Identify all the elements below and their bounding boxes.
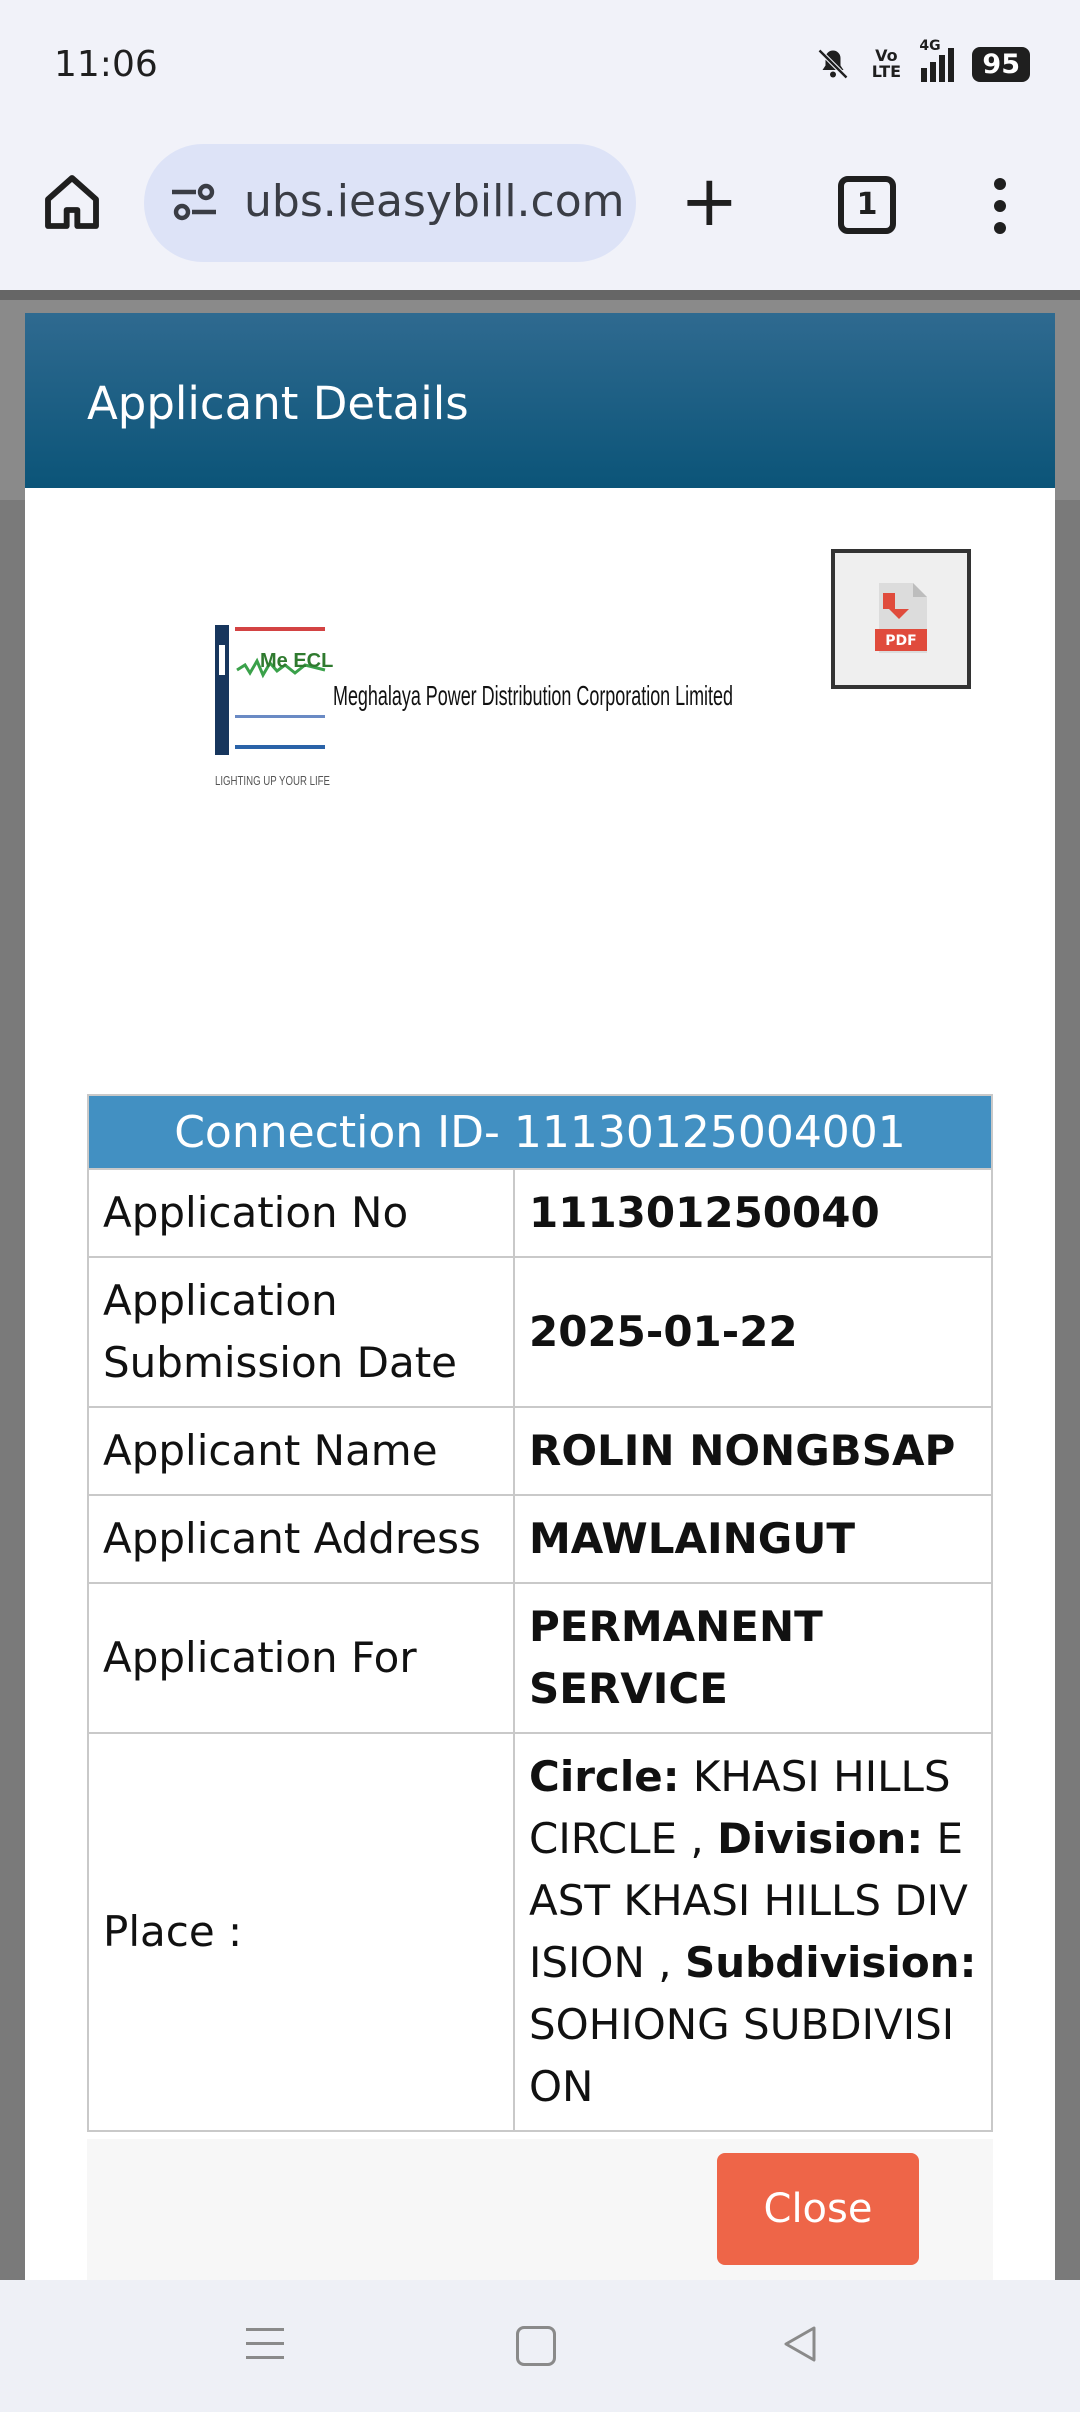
network-type: 4G	[919, 38, 941, 54]
applicant-details-modal	[25, 313, 1055, 2412]
circle-key: Circle:	[529, 1752, 680, 1801]
more-menu-icon[interactable]	[990, 178, 1010, 244]
table-row	[88, 1169, 992, 1257]
applicant-name-label: Applicant Name	[88, 1407, 514, 1495]
status-time: 11:06	[54, 44, 158, 85]
browser-toolbar	[0, 140, 1080, 290]
system-nav-bar	[0, 2280, 1080, 2412]
submission-date-value: 2025-01-22	[514, 1257, 992, 1407]
status-bar	[0, 0, 1080, 140]
connection-id-header: Connection ID- 11130125004001	[88, 1095, 992, 1169]
nav-home-icon[interactable]	[516, 2326, 556, 2366]
table-row	[88, 1257, 992, 1407]
site-settings-icon[interactable]	[168, 182, 220, 222]
page-divider	[0, 290, 1080, 300]
applicant-name-value: ROLIN NONGBSAP	[514, 1407, 992, 1495]
battery-icon: 95	[972, 47, 1030, 82]
place-label: Place :	[88, 1733, 514, 2131]
mute-icon	[815, 46, 851, 82]
application-for-value: PERMANENT SERVICE	[514, 1583, 992, 1733]
close-button[interactable]: Close	[717, 2153, 919, 2265]
pdf-label: PDF	[885, 633, 917, 649]
division-key: Division:	[717, 1814, 924, 1863]
submission-date-label: Application Submission Date	[88, 1257, 514, 1407]
place-value	[514, 1733, 992, 2131]
application-no-label: Application No	[88, 1169, 514, 1257]
table-row	[88, 1583, 992, 1733]
logo-tagline: LIGHTING UP YOUR LIFE	[215, 773, 331, 788]
applicant-address-label: Applicant Address	[88, 1495, 514, 1583]
application-no-value: 111301250040	[514, 1169, 992, 1257]
signal-icon	[919, 38, 954, 82]
table-row	[88, 1407, 992, 1495]
url-bar[interactable]	[144, 144, 636, 262]
subdivision-value: SOHIONG SUBDIVISION	[529, 2000, 955, 2111]
recent-apps-icon[interactable]	[246, 2328, 284, 2370]
division-value: EAST KHASI HILLS DIVISION ,	[529, 1814, 968, 1987]
logo-company-name: Meghalaya Power Distribution Corporation Limited	[333, 680, 733, 711]
modal-header	[25, 313, 1055, 488]
table-row	[88, 1733, 992, 2131]
applicant-details-table	[87, 1094, 993, 2132]
table-row	[88, 1495, 992, 1583]
url-text[interactable]: ubs.ieasybill.com	[244, 176, 625, 227]
new-tab-button[interactable]: +	[680, 160, 739, 242]
volte-icon: Vo LTE	[871, 46, 902, 81]
pdf-file-icon	[835, 553, 967, 685]
logo-mark: Me ECL	[260, 650, 334, 672]
modal-title: Applicant Details	[87, 377, 469, 430]
pdf-download-button[interactable]	[831, 549, 971, 689]
application-for-label: Application For	[88, 1583, 514, 1733]
circle-value: KHASI HILLS CIRCLE ,	[529, 1752, 951, 1863]
back-icon[interactable]	[780, 2324, 820, 2364]
applicant-address-value: MAWLAINGUT	[514, 1495, 992, 1583]
home-icon[interactable]	[40, 170, 104, 234]
meecl-logo	[215, 595, 735, 805]
subdivision-key: Subdivision:	[684, 1938, 977, 1987]
tab-switcher-button[interactable]: 1	[838, 176, 896, 234]
status-icons	[815, 38, 1030, 82]
